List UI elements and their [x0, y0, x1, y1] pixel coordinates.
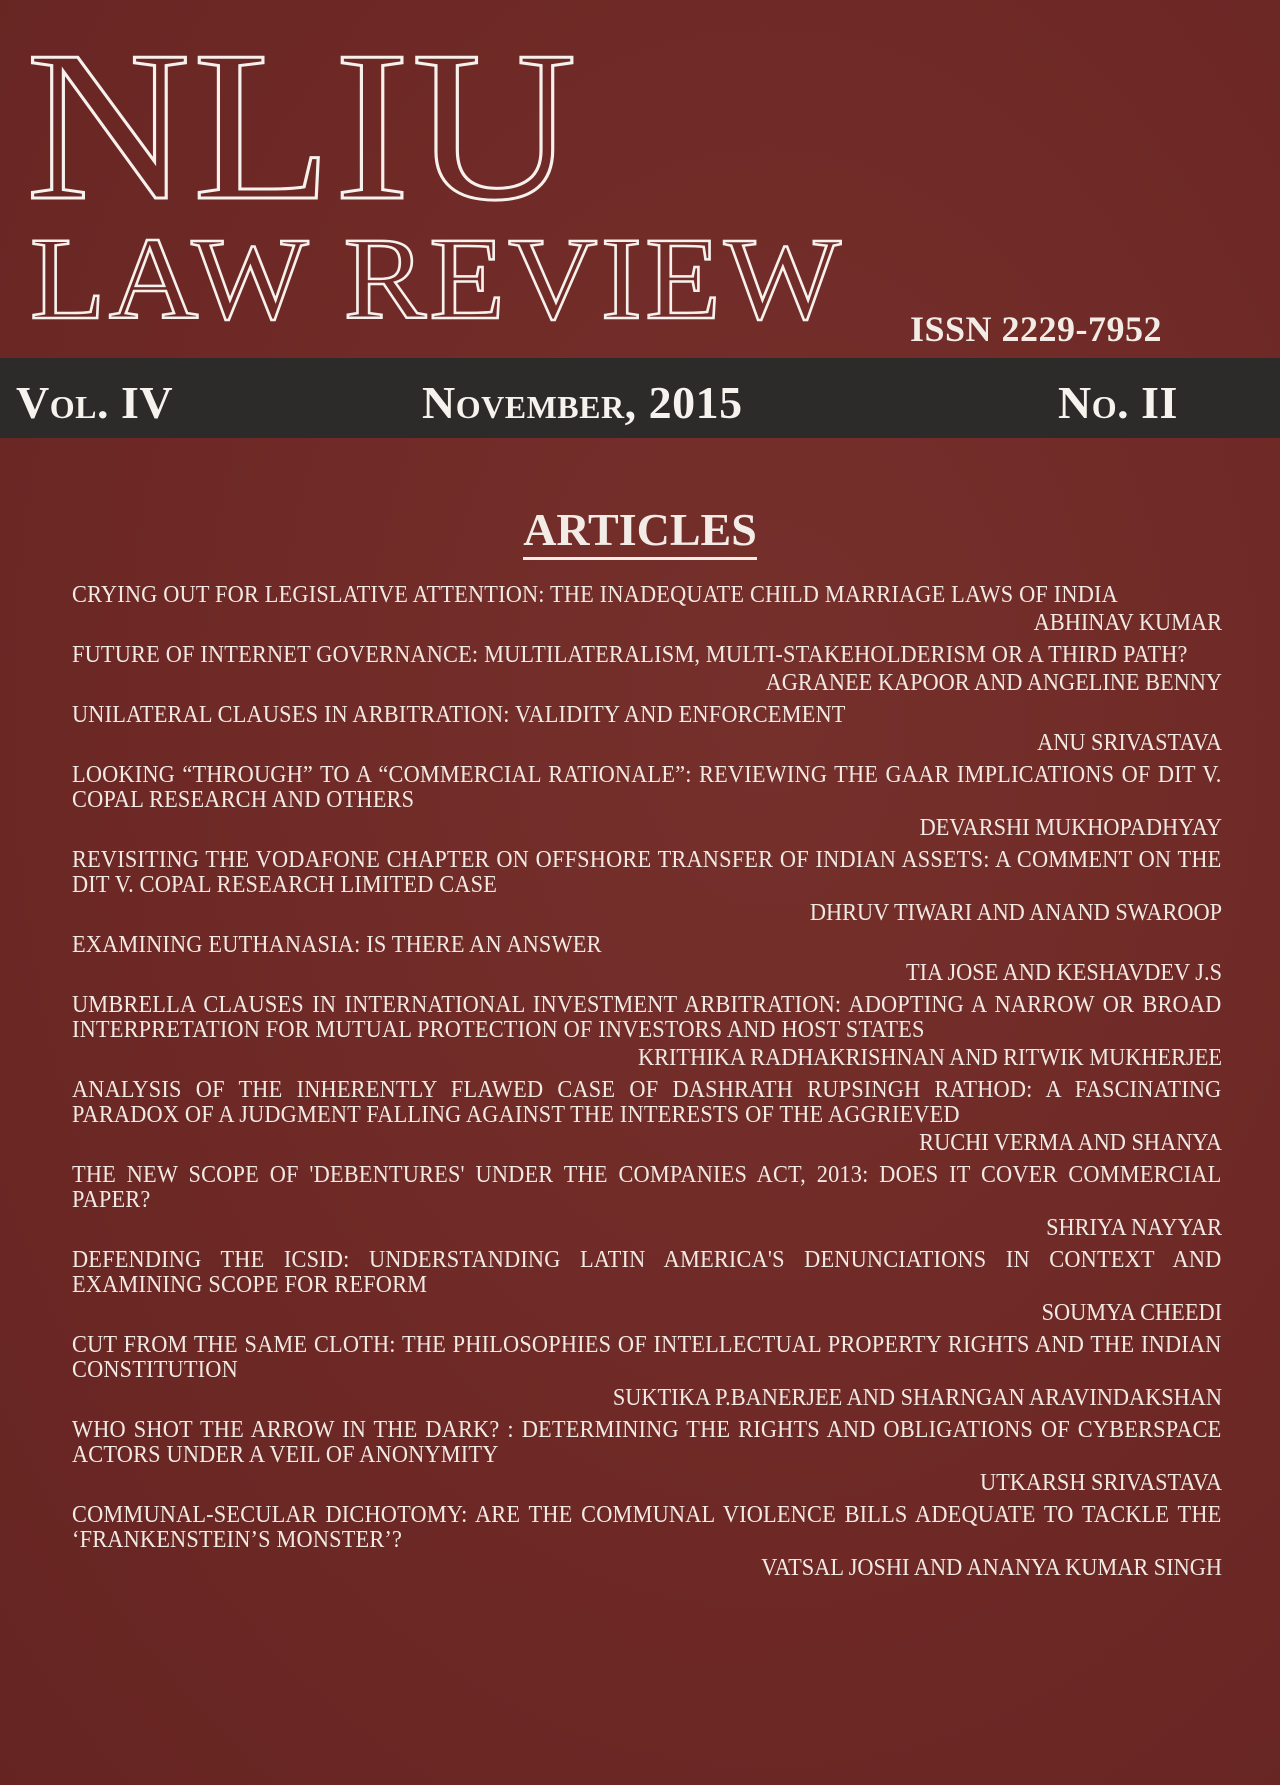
article-author: SHRIYA NAYYAR — [1046, 1215, 1222, 1241]
article-title: DEFENDING THE ICSID: UNDERSTANDING LATIN AMERICA'S DENUNCIATIONS IN CONTEXT AND EXAMINING SCOPE FOR REFORM — [72, 1247, 1222, 1298]
article-title: ANALYSIS OF THE INHERENTLY FLAWED CASE OF DASHRATH RUPSINGH RATHOD: A FASCINATING PARADOX OF A JUDGMENT FALLING AGAINST THE INTERESTS OF THE AGGRIEVED — [72, 1077, 1222, 1128]
article-author: AGRANEE KAPOOR AND ANGELINE BENNY — [765, 670, 1222, 696]
article-entry — [72, 703, 1222, 756]
journal-title-law-review: LAW REVIEW — [30, 213, 845, 344]
article-entry — [72, 848, 1222, 926]
section-heading-text: ARTICLES — [523, 504, 757, 560]
article-title: UMBRELLA CLAUSES IN INTERNATIONAL INVESTMENT ARBITRATION: ADOPTING A NARROW OR BROAD INTERPRETATION FOR MUTUAL PROTECTION OF INVESTORS AND HOST STATES — [72, 992, 1222, 1043]
issue-date: November, 2015 — [422, 377, 743, 428]
article-title: CUT FROM THE SAME CLOTH: THE PHILOSOPHIES OF INTELLECTUAL PROPERTY RIGHTS AND THE INDIAN CONSTITUTION — [72, 1332, 1222, 1383]
article-author: DHRUV TIWARI AND ANAND SWAROOP — [809, 900, 1222, 926]
article-entry — [72, 583, 1222, 636]
issn-number: ISSN 2229-7952 — [910, 309, 1163, 349]
article-title: REVISITING THE VODAFONE CHAPTER ON OFFSHORE TRANSFER OF INDIAN ASSETS: A COMMENT ON THE DIT V. COPAL RESEARCH LIMITED CASE — [72, 847, 1222, 898]
article-author: RUCHI VERMA AND SHANYA — [919, 1130, 1222, 1156]
article-title: CRYING OUT FOR LEGISLATIVE ATTENTION: THE INADEQUATE CHILD MARRIAGE LAWS OF INDIA — [72, 582, 1118, 608]
article-title: UNILATERAL CLAUSES IN ARBITRATION: VALIDITY AND ENFORCEMENT — [72, 702, 846, 728]
article-author: UTKARSH SRIVASTAVA — [980, 1470, 1222, 1496]
article-title: FUTURE OF INTERNET GOVERNANCE: MULTILATERALISM, MULTI-STAKEHOLDERISM OR A THIRD PATH? — [72, 642, 1188, 668]
article-entry — [72, 933, 1222, 986]
issue-info-band — [0, 358, 1280, 438]
article-title: EXAMINING EUTHANASIA: IS THERE AN ANSWER — [72, 932, 602, 958]
article-entry — [72, 993, 1222, 1071]
article-author: DEVARSHI MUKHOPADHYAY — [919, 815, 1222, 841]
article-entry — [72, 763, 1222, 841]
article-author: KRITHIKA RADHAKRISHNAN AND RITWIK MUKHERJEE — [637, 1045, 1222, 1071]
article-author: TIA JOSE AND KESHAVDEV J.S — [905, 960, 1222, 986]
article-entry — [72, 643, 1222, 696]
volume-label: Vol. IV — [16, 377, 174, 428]
article-title: WHO SHOT THE ARROW IN THE DARK? : DETERMINING THE RIGHTS AND OBLIGATIONS OF CYBERSPACE ACTORS UNDER A VEIL OF ANONYMITY — [72, 1417, 1222, 1468]
article-title: COMMUNAL-SECULAR DICHOTOMY: ARE THE COMMUNAL VIOLENCE BILLS ADEQUATE TO TACKLE THE ‘FRANKENSTEIN’S MONSTER’? — [72, 1502, 1222, 1553]
section-heading-articles — [0, 503, 1280, 556]
article-entry — [72, 1418, 1222, 1496]
article-title: LOOKING “THROUGH” TO A “COMMERCIAL RATIONALE”: REVIEWING THE GAAR IMPLICATIONS OF DIT V. COPAL RESEARCH AND OTHERS — [72, 762, 1222, 813]
article-entry — [72, 1248, 1222, 1326]
journal-title-nliu: NLIU — [26, 6, 579, 245]
article-author: SUKTIKA P.BANERJEE AND SHARNGAN ARAVINDAKSHAN — [612, 1385, 1222, 1411]
article-author: SOUMYA CHEEDI — [1041, 1300, 1222, 1326]
article-author: ANU SRIVASTAVA — [1037, 730, 1222, 756]
article-author: ABHINAV KUMAR — [1033, 610, 1222, 636]
article-entry — [72, 1503, 1222, 1581]
article-entry — [72, 1078, 1222, 1156]
article-entry — [72, 1333, 1222, 1411]
article-list — [72, 583, 1222, 1588]
article-author: VATSAL JOSHI AND ANANYA KUMAR SINGH — [761, 1555, 1222, 1581]
article-title: THE NEW SCOPE OF 'DEBENTURES' UNDER THE COMPANIES ACT, 2013: DOES IT COVER COMMERCIAL PAPER? — [72, 1162, 1222, 1213]
article-entry — [72, 1163, 1222, 1241]
issue-number: No. II — [1058, 377, 1178, 428]
